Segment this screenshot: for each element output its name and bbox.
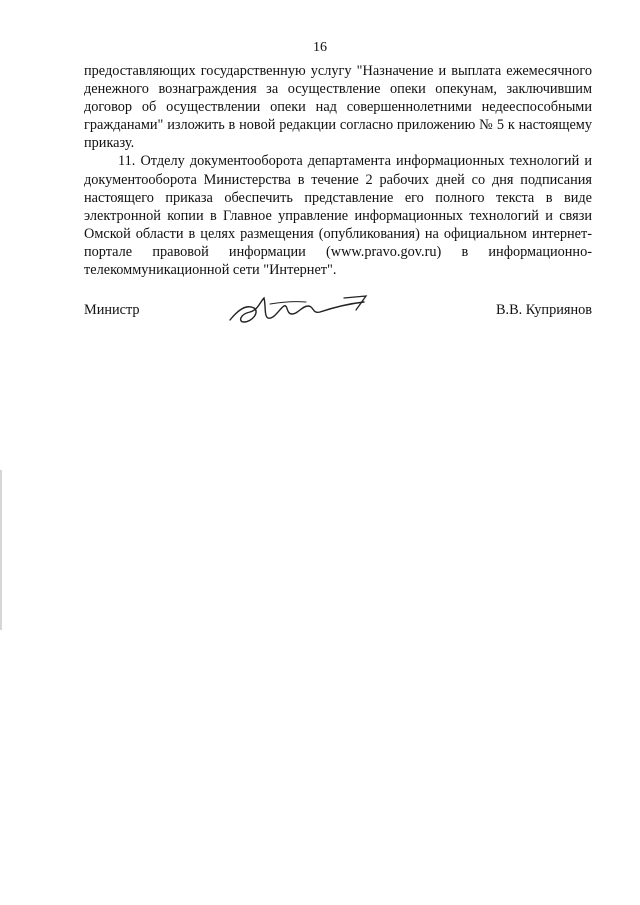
scan-edge-artifact — [0, 470, 2, 630]
signer-name: В.В. Куприянов — [496, 302, 592, 318]
page-number: 16 — [313, 40, 327, 55]
paragraph-item-11: 11. Отделу документооборота департамента информационных технологий и документооборота Министерства в течение 2 рабочих дней со дня подписания настоящего приказа обеспечить представление его полного текста в виде электронной копии в Главное управление информационных технологий и связи Омской области в целях размещения (опубликования) на официальном интернет-портале правовой информации (www.pravo.gov.ru) в информационно-телекоммуникационной сети "Интернет". — [84, 153, 592, 279]
signature-block — [84, 292, 592, 332]
document-body — [84, 62, 592, 279]
handwritten-signature — [224, 292, 374, 328]
signer-role: Министр — [84, 302, 140, 318]
paragraph-continuation: предоставляющих государственную услугу "Назначение и выплата ежемесячного денежного вознаграждения за осуществление опеки опекунам, заключившим договор об осуществлении опеки над совершеннолетними недееспособными гражданами" изложить в новой редакции согласно приложению № 5 к настоящему приказу. — [84, 63, 592, 152]
